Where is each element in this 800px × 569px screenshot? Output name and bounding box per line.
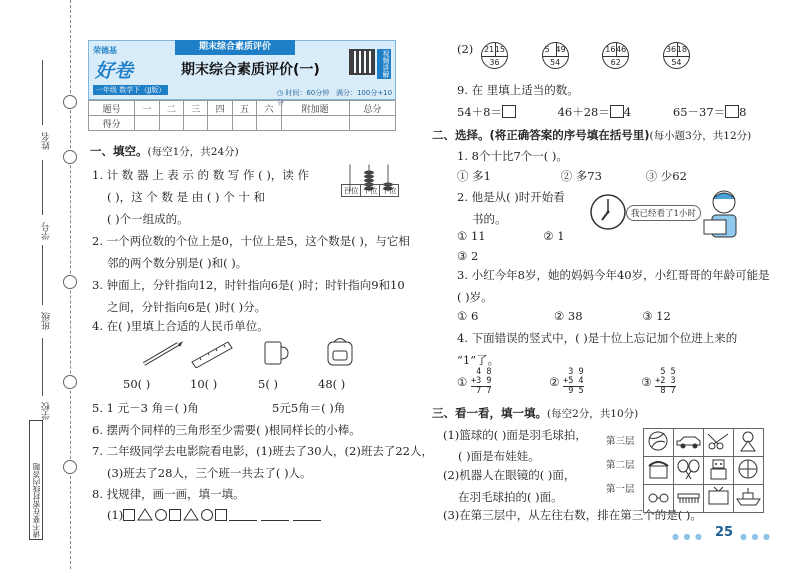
choice-4-line1: 4. 下面错误的竖式中，( )是十位上忘记加个位进上来的 <box>457 331 738 345</box>
decor-dots: ● ● ● <box>672 532 704 541</box>
choice-3-line2: ( )岁。 <box>457 290 493 304</box>
option[interactable]: ② 1 <box>543 229 565 243</box>
id-field[interactable] <box>42 160 43 215</box>
pencil-icon <box>140 338 185 368</box>
pattern-prefix: (1) <box>107 508 124 522</box>
pattern-prefix: (2) <box>457 42 474 56</box>
ruler-icon <box>190 338 235 368</box>
vertical-sum: 4 8 +3 9 7 7 <box>470 367 492 396</box>
shelf-q3: (3)在第三层中，从左往右数，排在第三个的是( )。 <box>443 508 702 522</box>
question-8: 8. 找规律，画一画，填一填。 <box>92 487 245 501</box>
answer-cup: 5( ) <box>258 377 278 391</box>
question-3-line1: 3. 钟面上，分针指向12，时针指向6是( )时；时针指向9和10 <box>92 278 405 292</box>
abacus-labels <box>341 184 399 197</box>
equation-c: 65－37＝ <box>672 105 726 119</box>
score-cell[interactable] <box>232 116 256 131</box>
volleyball-icon <box>644 429 674 457</box>
question-1-line2: ( )，这 个 数 是 由 ( ) 个 十 和 <box>107 190 266 204</box>
table-cell: 得分 <box>89 116 135 131</box>
table-cell: 五 <box>232 101 256 116</box>
option[interactable]: ③ 少62 <box>645 169 687 183</box>
answer-ruler: 10( ) <box>190 377 218 391</box>
scissors-icon <box>704 429 734 457</box>
square-shape <box>215 509 227 521</box>
table-cell: 附加题 <box>281 101 349 116</box>
question-5a: 5. 1 元－3 角＝( )角 <box>92 401 199 415</box>
pattern-row <box>107 508 325 522</box>
number-circle: 5 49 54 <box>542 42 569 69</box>
section-title: 一、填空。 <box>90 144 148 158</box>
name-label: 姓名 <box>42 132 52 150</box>
question-2-line2: 邻的两个数分别是( )和( )。 <box>107 256 248 270</box>
option-label[interactable]: ③ <box>641 375 652 389</box>
table-cell: 总分 <box>349 101 395 116</box>
question-1-line1: 1. 计 数 器 上 表 示 的 数 写 作 ( )，读 作 <box>92 168 309 182</box>
question-9-equations <box>457 104 746 120</box>
shelf-row-1 <box>644 485 764 513</box>
id-label: 学号 <box>42 222 52 240</box>
table-cell: 题号 <box>89 101 135 116</box>
shelf-q1-line2: ( )面是布娃娃。 <box>458 449 540 463</box>
table-row <box>89 116 396 131</box>
binding-margin <box>0 0 82 569</box>
basketball-icon <box>734 457 764 485</box>
class-field[interactable] <box>42 245 43 305</box>
section-2-heading <box>432 127 751 143</box>
triangle-shape <box>183 508 199 521</box>
name-field[interactable] <box>42 60 43 125</box>
brand-logo: 好卷 <box>95 60 134 82</box>
option[interactable]: ② 38 <box>553 309 583 323</box>
number-circle: 16 46 62 <box>602 42 629 69</box>
qr-code-icon[interactable] <box>349 49 375 75</box>
score-cell[interactable] <box>257 116 281 131</box>
brand-name: 荣德基 <box>93 46 117 55</box>
score-cell[interactable] <box>159 116 183 131</box>
question-3-line2: 之间，分针指向6是( )时( )分。 <box>107 300 267 314</box>
choice-1: 1. 8个十比7个一( )。 <box>457 149 568 163</box>
section-note: (每小题3分，共12分) <box>649 130 752 142</box>
floor-label: 第一层 <box>606 484 635 495</box>
choice-3-line1: 3. 小红今年8岁，她的妈妈今年40岁，小红哥哥的年龄可能是 <box>457 268 770 282</box>
doll-icon <box>734 429 764 457</box>
option[interactable]: ③ 2 <box>457 249 479 263</box>
circle-shape <box>155 509 167 521</box>
equation-b-tail: 4 <box>623 105 632 119</box>
cup-icon <box>262 338 290 368</box>
score-cell[interactable] <box>184 116 208 131</box>
section-1-heading <box>90 143 239 159</box>
table-cell: 四 <box>208 101 232 116</box>
exam-time: 时间：60分钟 <box>285 89 330 97</box>
equation-a: 54＋8＝ <box>457 105 502 119</box>
abacus-label: 个位 <box>381 186 397 195</box>
option-label[interactable]: ② <box>549 375 560 389</box>
backpack-icon <box>322 334 358 368</box>
binding-hole <box>63 460 77 474</box>
answer-blank[interactable] <box>293 510 321 521</box>
score-cell[interactable] <box>135 116 159 131</box>
floor-label: 第三层 <box>606 436 635 447</box>
question-1-line3: ( )个一组成的。 <box>107 212 189 226</box>
abacus-label: 十位 <box>360 185 380 196</box>
choice-4-options <box>457 368 676 396</box>
binding-hole <box>63 150 77 164</box>
score-cell[interactable] <box>349 116 395 131</box>
comb-icon <box>674 485 704 513</box>
choice-3-options <box>457 309 671 323</box>
question-7-line1: 7. 二年级同学去电影院看电影，(1)班去了30人，(2)班去了22人， <box>92 444 433 458</box>
exam-score: 满分：100分+10分 <box>277 89 393 107</box>
option[interactable]: ② 多73 <box>560 169 602 183</box>
table-cell: 二 <box>159 101 183 116</box>
option-label[interactable]: ① <box>457 375 468 389</box>
number-circles-row <box>457 42 690 69</box>
phone-icon <box>644 457 674 485</box>
vertical-sum: 3 9 +5 4 9 5 <box>563 367 584 396</box>
binding-hole <box>63 95 77 109</box>
abacus-label: 百位 <box>343 186 359 195</box>
choice-2-options-a <box>457 229 565 243</box>
equation-c-tail: 8 <box>739 105 747 119</box>
answer-blank[interactable] <box>229 510 257 521</box>
square-shape <box>123 509 135 521</box>
badminton-racket-icon <box>674 457 704 485</box>
shelf-row-2 <box>644 457 764 485</box>
section-title: 三、看一看，填一填。 <box>432 406 547 420</box>
choice-2-line2: 书的。 <box>472 212 507 226</box>
score-cell[interactable] <box>208 116 232 131</box>
shelf-row-3 <box>644 429 764 457</box>
choice-4-line2: “1”了。 <box>457 353 500 367</box>
speech-bubble: 我已经看了1小时 <box>626 205 701 221</box>
number-circle: 36 18 54 <box>663 42 690 69</box>
shelf-q1-line1: (1)篮球的( )面是羽毛球拍， <box>443 428 587 442</box>
option[interactable]: ① 11 <box>457 229 486 243</box>
table-cell: 一 <box>135 101 159 116</box>
qr-tag: 视频讲解 <box>377 49 391 79</box>
answer-pencil: 50( ) <box>123 377 151 391</box>
option[interactable]: ① 多1 <box>457 169 491 183</box>
decor-dots: ● ● ● <box>740 532 772 541</box>
binding-hole <box>63 375 77 389</box>
section-note: (每空2分，共10分) <box>547 408 639 420</box>
score-table <box>88 100 396 131</box>
choice-2-line1: 2. 他是从( )时开始看 <box>457 190 565 204</box>
shelf-q2-line1: (2)机器人在眼镜的( )面， <box>443 468 576 482</box>
question-2-line1: 2. 一个两位数的个位上是0，十位上是5，这个数是( )，与它相 <box>92 234 410 248</box>
school-label: 学校 <box>42 402 52 420</box>
exam-header <box>88 40 396 107</box>
seal-notice: 请不要在密封线内答题 <box>29 420 43 540</box>
answer-box[interactable] <box>610 105 624 118</box>
question-4: 4. 在( )里填上合适的人民币单位。 <box>92 319 269 333</box>
grade-tag: 一年级 数学下（JJ版） <box>93 85 168 95</box>
equation-b: 46＋28＝ <box>557 105 610 119</box>
table-cell: 六 <box>257 101 281 116</box>
question-6: 6. 摆两个同样的三角形至少需要( )根同样长的小棒。 <box>92 423 361 437</box>
floor-label: 第二层 <box>606 460 635 471</box>
table-row <box>89 101 396 116</box>
robot-icon <box>704 457 734 485</box>
answer-box[interactable] <box>502 105 516 118</box>
choice-2-options-b <box>457 249 478 263</box>
section-3-heading <box>432 405 638 421</box>
option[interactable]: ① 6 <box>457 309 479 323</box>
binding-hole <box>63 275 77 289</box>
section-note: (每空1分，共24分) <box>147 146 239 158</box>
question-7-line2: (3)班去了28人，三个班一共去了( )人。 <box>107 466 312 480</box>
tv-icon <box>704 485 734 513</box>
school-field[interactable] <box>42 338 43 396</box>
question-9: 9. 在 里填上适当的数。 <box>457 83 579 97</box>
choice-1-options <box>457 168 687 184</box>
square-shape <box>169 509 181 521</box>
option[interactable]: ③ 12 <box>642 309 671 323</box>
question-5b: 5元5角＝( )角 <box>272 401 346 415</box>
triangle-shape <box>137 508 153 521</box>
ship-icon <box>734 485 764 513</box>
answer-blank[interactable] <box>261 510 289 521</box>
header-band: 期末综合素质评价 <box>175 40 295 55</box>
page-number: 25 <box>715 525 734 540</box>
score-cell[interactable] <box>281 116 349 131</box>
clock-icon: ◷ <box>277 89 284 97</box>
vertical-sum: 5 5 +2 3 8 7 <box>655 367 676 396</box>
number-circle: 21 15 36 <box>481 42 508 69</box>
reading-boy-icon <box>700 188 750 244</box>
clock-face-icon <box>588 192 628 232</box>
car-icon <box>674 429 704 457</box>
table-cell: 三 <box>184 101 208 116</box>
section-title: 二、选择。(将正确答案的序号填在括号里) <box>432 128 650 142</box>
circle-shape <box>201 509 213 521</box>
answer-backpack: 48( ) <box>318 377 346 391</box>
page-title: 期末综合素质评价(一) <box>181 62 320 78</box>
shelf-grid <box>643 428 764 513</box>
glasses-icon <box>644 485 674 513</box>
class-label: 班级 <box>42 312 52 330</box>
answer-box[interactable] <box>725 105 739 118</box>
shelf-q2-line2: 在羽毛球拍的( )面。 <box>458 490 563 504</box>
